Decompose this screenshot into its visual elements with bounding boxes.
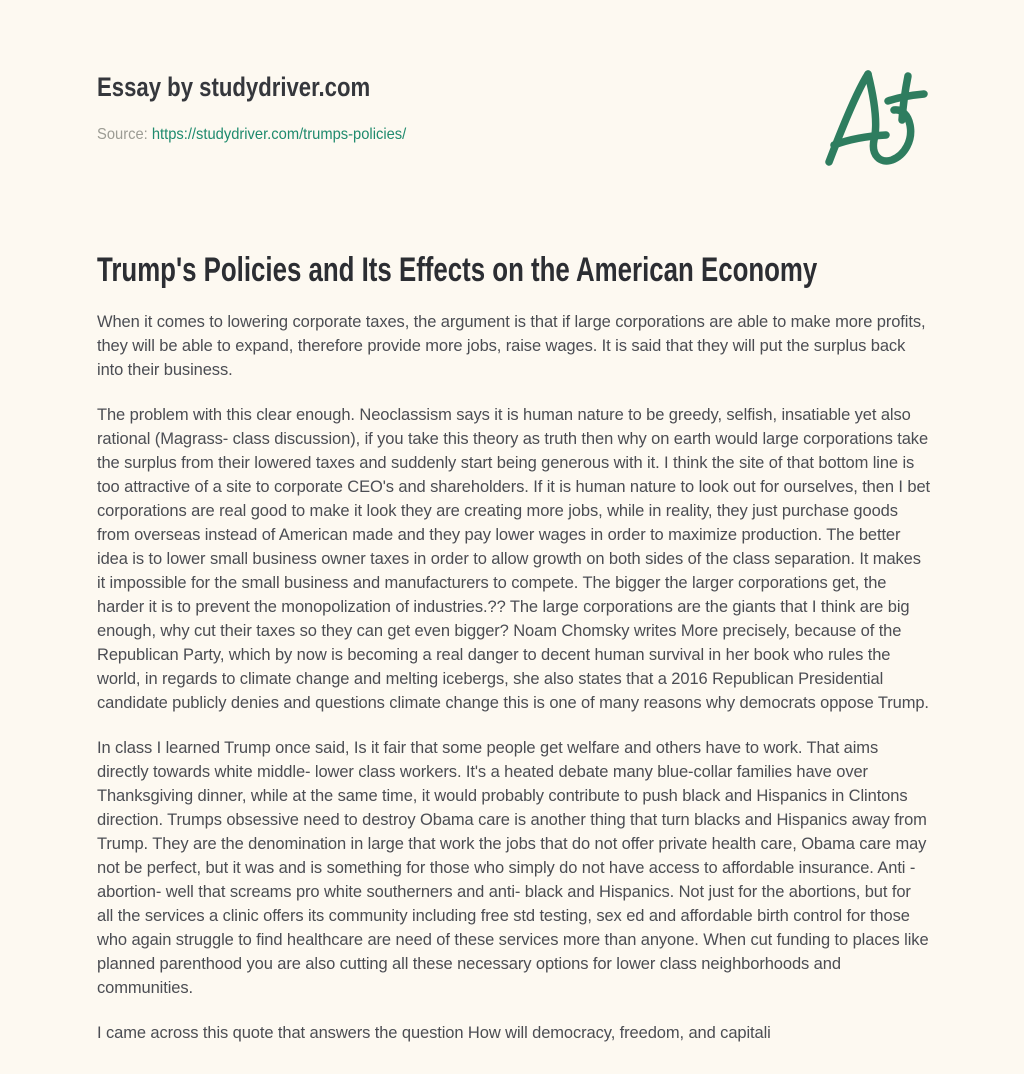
studydriver-logo-icon <box>820 64 932 166</box>
essay-body <box>97 310 931 1066</box>
essay-by-heading: Essay by studydriver.com <box>97 72 371 102</box>
essay-paragraph: The problem with this clear enough. Neoclassism says it is human nature to be greedy, selfish, insatiable yet also rational (Magrass- class discussion), if you take this theory as truth then why on earth would large corporations take the surplus from their lowered taxes and suddenly start being generous with it. I think the site of that bottom line is too attractive of a site to corporate CEO's and shareholders. If it is human nature to look out for ourselves, then I bet corporations are real good to make it look they are creating more jobs, while in reality, they just purchase goods from overseas instead of American made and they pay lower wages in order to maximize production. The better idea is to lower small business owner taxes in order to allow growth on both sides of the class separation. It makes it impossible for the small business and manufacturers to compete. The bigger the larger corporations get, the harder it is to prevent the monopolization of industries.?? The large corporations are the giants that I think are big enough, why cut their taxes so they can get even bigger? Noam Chomsky writes More precisely, because of the Republican Party, which by now is becoming a real danger to decent human survival in her book who rules the world, in regards to climate change and melting icebergs, she also states that a 2016 Republican Presidential candidate publicly denies and questions climate change this is one of many reasons why democrats oppose Trump. <box>97 406 931 712</box>
source-label: Source: <box>97 126 148 143</box>
essay-paragraph: When it comes to lowering corporate taxes, the argument is that if large corporations are able to make more profits, they will be able to expand, therefore provide more jobs, raise wages. It is said that they will put the surplus back into their business. <box>97 313 926 379</box>
source-link[interactable]: https://studydriver.com/trumps-policies/ <box>151 126 407 143</box>
essay-title: Trump's Policies and Its Effects on the American Economy <box>97 251 818 289</box>
source-line <box>97 126 406 144</box>
essay-paragraph: In class I learned Trump once said, Is it fair that some people get welfare and others have to work. That aims directly towards white middle- lower class workers. It's a heated debate many blue-collar families have over Thanksgiving dinner, while at the same time, it would probably contribute to push black and Hispanics in Clintons direction. Trumps obsessive need to destroy Obama care is another thing that turn blacks and Hispanics away from Trump. They are the denomination in large that work the jobs that do not offer private health care, Obama care may not be perfect, but it was and is something for those who simply do not have access to affordable insurance. Anti -abortion- well that screams pro white southerners and anti- black and Hispanics. Not just for the abortions, but for all the services a clinic offers its community including free std testing, sex ed and affordable birth control for those who again struggle to find healthcare are need of these services more than anyone. When cut funding to places like planned parenthood you are also cutting all these necessary options for lower class neighborhoods and communities. <box>97 739 929 997</box>
essay-paragraph: I came across this quote that answers the question How will democracy, freedom, and capitali <box>97 1024 771 1042</box>
